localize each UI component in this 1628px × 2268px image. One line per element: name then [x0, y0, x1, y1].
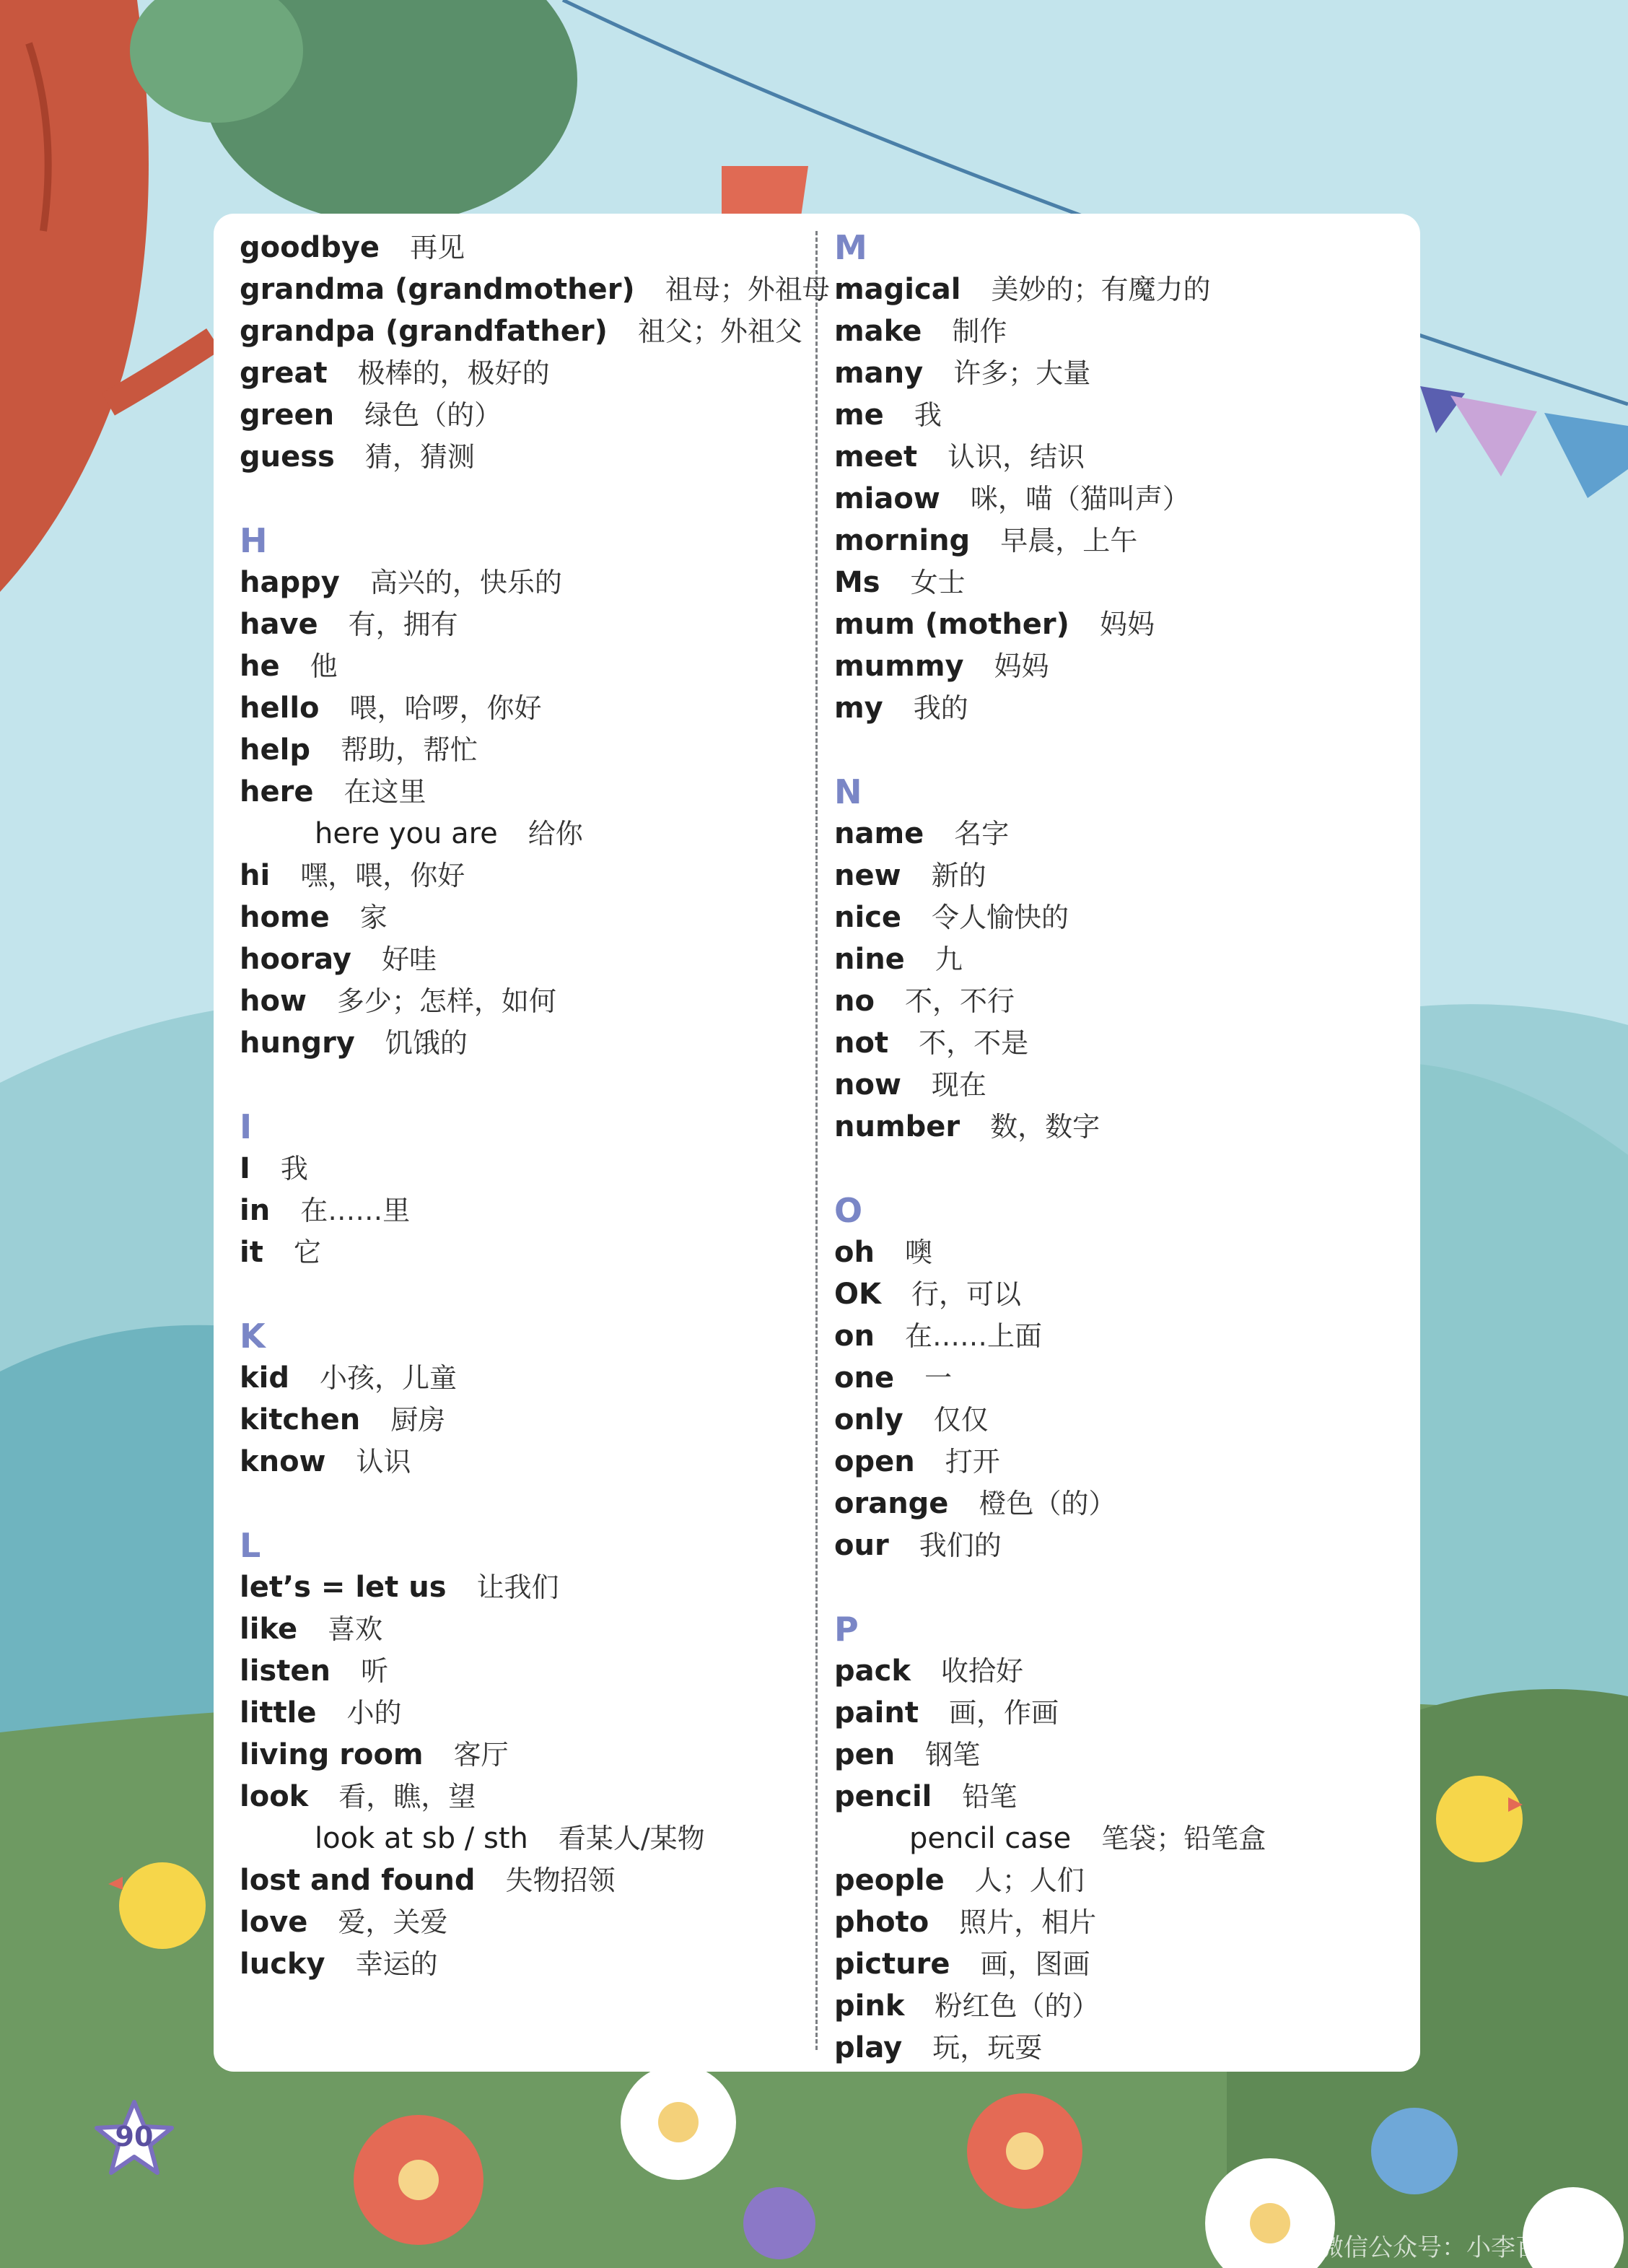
vocab-meaning: 厨房: [390, 1404, 446, 1436]
vocab-entry: [240, 1859, 810, 1901]
vocab-meaning: 祖父；外祖父: [637, 315, 802, 347]
vocab-entry: [240, 1148, 810, 1190]
vocab-entry: [240, 1231, 810, 1273]
vocab-meaning: 再见: [410, 232, 465, 263]
vocab-entry: [834, 2027, 1404, 2069]
vocab-meaning: 不，不是: [919, 1027, 1029, 1059]
vocab-entry: [834, 1231, 1404, 1273]
vocab-entry: [834, 1483, 1404, 1525]
vocab-meaning: 喂，哈啰，你好: [349, 692, 542, 724]
vocab-entry: [240, 938, 810, 980]
vocab-entry: [240, 729, 810, 771]
vocab-meaning: 钢笔: [925, 1739, 981, 1771]
vocab-entry: [240, 1566, 810, 1608]
vocab-entry: [240, 855, 810, 897]
vocab-word: magical: [834, 273, 961, 306]
vocab-entry: [834, 1357, 1404, 1399]
vocab-meaning: 玩，玩耍: [932, 2032, 1043, 2064]
vocab-word: no: [834, 985, 875, 1018]
vocab-meaning: 小的: [346, 1697, 402, 1729]
vocab-entry: [834, 1734, 1404, 1776]
section-letter: I: [240, 1107, 253, 1146]
vocab-word: lucky: [240, 1948, 325, 1981]
vocab-meaning: 制作: [952, 315, 1007, 347]
vocab-word: grandma (grandmother): [240, 273, 635, 306]
section-letter: M: [834, 228, 867, 267]
letter-group: [240, 1315, 810, 1483]
vocab-meaning: 让我们: [476, 1571, 559, 1603]
vocabulary-card: [214, 214, 1420, 2072]
section-letter: N: [834, 772, 862, 811]
vocab-entry: [240, 1022, 810, 1064]
vocab-word: oh: [834, 1236, 875, 1269]
vocab-entry: [240, 1608, 810, 1650]
vocab-entry: [834, 1399, 1404, 1441]
letter-group: [834, 1190, 1404, 1566]
vocab-word: miaow: [834, 482, 940, 515]
vocab-word: me: [834, 398, 884, 432]
vocab-meaning: 人；人们: [974, 1864, 1085, 1896]
right-column: [834, 227, 1404, 2111]
vocab-entry: [240, 645, 810, 687]
vocab-entry: [834, 1650, 1404, 1692]
vocab-word: nice: [834, 901, 902, 934]
vocab-meaning: 它: [293, 1237, 321, 1268]
vocab-word: little: [240, 1696, 317, 1730]
vocab-meaning: 听: [360, 1655, 388, 1687]
vocab-meaning: 照片，相片: [959, 1906, 1097, 1938]
vocab-entry: [834, 478, 1404, 520]
vocab-meaning: 认识: [356, 1446, 411, 1478]
vocab-meaning: 爱，关爱: [338, 1906, 448, 1938]
vocab-entry: [834, 1022, 1404, 1064]
vocab-meaning: 粉红色（的）: [935, 1990, 1100, 2022]
vocab-meaning: 许多；大量: [953, 357, 1091, 389]
vocab-entry: [240, 269, 830, 310]
vocab-meaning: 喜欢: [328, 1613, 383, 1645]
vocab-meaning: 失物招领: [505, 1864, 616, 1896]
vocab-word: Ms: [834, 566, 880, 599]
vocab-word: play: [834, 2031, 903, 2064]
vocab-word: mummy: [834, 650, 964, 683]
vocab-word: like: [240, 1613, 298, 1646]
vocab-entry: [240, 603, 810, 645]
vocab-meaning: 高兴的，快乐的: [369, 567, 562, 598]
vocab-entry: [240, 562, 810, 603]
vocab-word: not: [834, 1026, 889, 1060]
vocab-meaning: 不，不行: [904, 985, 1015, 1017]
section-letter: K: [240, 1317, 266, 1356]
vocab-meaning: 小孩，儿童: [319, 1362, 457, 1394]
vocab-meaning: 妈妈: [994, 650, 1049, 682]
vocab-meaning: 嘿，喂，你好: [300, 860, 465, 891]
vocab-word: now: [834, 1068, 901, 1102]
vocab-word: grandpa (grandfather): [240, 315, 608, 348]
letter-group: [834, 1608, 1404, 2069]
vocab-entry: [834, 310, 1404, 352]
vocab-entry: [834, 436, 1404, 478]
vocab-meaning: 他: [310, 650, 338, 682]
vocab-entry: [240, 394, 810, 436]
vocab-entry: [240, 1357, 810, 1399]
page-number-badge: [94, 2099, 175, 2177]
vocab-entry: [834, 1064, 1404, 1106]
letter-group: [240, 520, 810, 1064]
vocab-meaning: 好哇: [382, 943, 437, 975]
letter-group: [240, 1525, 810, 1985]
vocab-word: hungry: [240, 1026, 355, 1060]
vocab-word: people: [834, 1864, 945, 1897]
vocab-word: open: [834, 1445, 915, 1478]
vocab-entry: [834, 562, 1404, 603]
vocab-word: hi: [240, 859, 271, 892]
vocab-meaning: 饥饿的: [385, 1027, 468, 1059]
vocab-entry: [240, 436, 810, 478]
vocab-entry: [834, 394, 1404, 436]
vocab-word: look at sb / sth: [315, 1822, 528, 1855]
vocab-word: living room: [240, 1738, 424, 1771]
vocab-meaning: 打开: [945, 1446, 1000, 1478]
vocab-word: great: [240, 357, 328, 390]
section-letter: H: [240, 521, 268, 560]
vocab-entry: [834, 1273, 1404, 1315]
vocab-word: listen: [240, 1654, 331, 1688]
vocab-word: hello: [240, 692, 320, 725]
vocab-entry: [240, 771, 810, 813]
vocab-word: picture: [834, 1948, 950, 1981]
vocab-entry: [240, 897, 810, 938]
vocab-entry: [834, 813, 1404, 855]
vocab-meaning: 猜，猜测: [364, 441, 475, 473]
vocab-word: pencil case: [909, 1822, 1072, 1855]
vocab-entry: [834, 269, 1404, 310]
vocab-word: my: [834, 692, 883, 725]
vocab-word: how: [240, 985, 307, 1018]
vocab-meaning: 我们的: [919, 1530, 1002, 1561]
vocab-word: orange: [834, 1487, 949, 1520]
letter-group: [240, 1106, 810, 1273]
vocab-entry: [240, 1399, 810, 1441]
vocab-word: look: [240, 1780, 309, 1813]
vocab-entry: [834, 1859, 1404, 1901]
letter-group: [240, 227, 830, 478]
vocab-word: photo: [834, 1906, 929, 1939]
vocab-entry: [834, 1525, 1404, 1566]
vocab-meaning: 在……里: [300, 1195, 411, 1226]
vocab-meaning: 有，拥有: [348, 609, 458, 640]
vocab-meaning: 橙色（的）: [979, 1488, 1116, 1519]
vocab-word: new: [834, 859, 901, 892]
vocab-entry: [240, 1190, 810, 1231]
vocab-word: pen: [834, 1738, 896, 1771]
vocab-meaning: 名字: [954, 818, 1010, 850]
vocab-entry: [240, 1901, 810, 1943]
vocab-word: let’s = let us: [240, 1571, 447, 1604]
vocab-meaning: 铅笔: [962, 1781, 1017, 1813]
vocab-word: here you are: [315, 817, 498, 850]
vocab-word: OK: [834, 1278, 881, 1311]
vocab-meaning: 一: [924, 1362, 953, 1394]
vocab-meaning: 家: [359, 902, 388, 933]
vocab-word: it: [240, 1236, 263, 1269]
vocab-entry: [240, 227, 810, 269]
vocab-word: morning: [834, 524, 971, 557]
vocab-word: only: [834, 1403, 903, 1436]
vocab-entry: [834, 520, 1404, 562]
vocab-entry: [834, 603, 1404, 645]
vocab-entry: [834, 1315, 1404, 1357]
vocab-word: mum (mother): [834, 608, 1069, 641]
vocab-meaning: 数，数字: [990, 1111, 1100, 1143]
vocab-word: happy: [240, 566, 340, 599]
vocab-meaning: 女士: [910, 567, 966, 598]
vocab-word: home: [240, 901, 330, 934]
vocab-entry: [834, 352, 1404, 394]
vocab-word: hooray: [240, 943, 351, 976]
vocab-meaning: 九: [935, 943, 963, 975]
vocab-entry: [834, 1901, 1404, 1943]
vocab-word: pink: [834, 1989, 905, 2023]
vocab-meaning: 幸运的: [355, 1948, 438, 1980]
vocab-word: pencil: [834, 1780, 932, 1813]
column-divider: [815, 231, 818, 2050]
vocab-word: kid: [240, 1361, 289, 1395]
vocab-entry: [834, 1776, 1404, 1818]
vocab-meaning: 极棒的，极好的: [357, 357, 550, 389]
vocab-entry: [834, 938, 1404, 980]
left-column: [240, 227, 830, 2027]
vocab-entry: [240, 1943, 810, 1985]
vocab-entry: [834, 897, 1404, 938]
vocab-entry: [240, 1818, 810, 1859]
vocab-entry: [240, 813, 810, 855]
vocab-word: nine: [834, 943, 905, 976]
vocab-entry: [834, 645, 1404, 687]
vocab-word: name: [834, 817, 924, 850]
vocab-word: love: [240, 1906, 308, 1939]
vocab-entry: [240, 980, 810, 1022]
vocab-meaning: 画，图画: [980, 1948, 1090, 1980]
vocab-word: our: [834, 1529, 889, 1562]
vocab-meaning: 我: [280, 1153, 308, 1185]
vocab-entry: [240, 1441, 810, 1483]
vocab-word: guess: [240, 440, 335, 474]
vocab-meaning: 噢: [904, 1237, 932, 1268]
vocab-entry: [834, 1441, 1404, 1483]
vocab-word: lost and found: [240, 1864, 476, 1897]
vocab-meaning: 妈妈: [1099, 609, 1155, 640]
vocab-entry: [834, 1692, 1404, 1734]
vocab-word: many: [834, 357, 924, 390]
vocab-word: on: [834, 1320, 875, 1353]
vocab-entry: [240, 1692, 810, 1734]
letter-group: [834, 771, 1404, 1148]
vocab-meaning: 看某人/某物: [558, 1823, 705, 1854]
vocab-meaning: 多少；怎样，如何: [336, 985, 556, 1017]
vocab-meaning: 美妙的；有魔力的: [991, 274, 1211, 305]
vocab-meaning: 早晨，上午: [1000, 525, 1138, 557]
vocab-meaning: 绿色（的）: [364, 399, 502, 431]
vocab-meaning: 认识，结识: [948, 441, 1085, 473]
vocab-meaning: 看，瞧，望: [338, 1781, 476, 1813]
vocab-entry: [834, 855, 1404, 897]
vocab-word: number: [834, 1110, 960, 1143]
vocab-word: paint: [834, 1696, 919, 1730]
vocab-meaning: 在这里: [343, 776, 426, 808]
vocab-word: here: [240, 775, 314, 808]
vocab-entry: [834, 1985, 1404, 2027]
vocab-word: make: [834, 315, 922, 348]
vocab-word: kitchen: [240, 1403, 361, 1436]
vocab-word: in: [240, 1194, 271, 1227]
vocab-entry: [834, 1943, 1404, 1985]
vocab-word: one: [834, 1361, 895, 1395]
vocab-entry: [834, 687, 1404, 729]
vocab-meaning: 我的: [913, 692, 968, 724]
vocab-word: goodbye: [240, 231, 380, 264]
vocab-word: I: [240, 1152, 250, 1185]
watermark: 微信公众号：小李百科: [1319, 2233, 1564, 2262]
vocab-word: pack: [834, 1654, 911, 1688]
vocab-entry: [240, 1776, 810, 1818]
section-letter: P: [834, 1610, 859, 1649]
section-letter: L: [240, 1526, 261, 1565]
vocab-meaning: 仅仅: [933, 1404, 989, 1436]
vocab-meaning: 笔袋；铅笔盒: [1101, 1823, 1266, 1854]
vocab-meaning: 我: [914, 399, 942, 431]
vocab-word: meet: [834, 440, 918, 474]
vocab-entry: [240, 1650, 810, 1692]
vocab-word: green: [240, 398, 335, 432]
vocab-meaning: 收拾好: [940, 1655, 1023, 1687]
vocab-entry: [834, 980, 1404, 1022]
vocab-entry: [834, 1818, 1404, 1859]
vocab-meaning: 帮助，帮忙: [340, 734, 478, 766]
vocab-word: know: [240, 1445, 326, 1478]
vocab-entry: [240, 687, 810, 729]
vocab-word: he: [240, 650, 280, 683]
section-letter: O: [834, 1191, 863, 1230]
vocab-meaning: 咪，喵（猫叫声）: [970, 483, 1190, 515]
vocab-meaning: 令人愉快的: [932, 902, 1069, 933]
vocab-meaning: 新的: [931, 860, 986, 891]
vocab-meaning: 给你: [528, 818, 583, 850]
vocab-entry: [240, 310, 810, 352]
vocab-word: help: [240, 733, 310, 767]
vocab-entry: [834, 1106, 1404, 1148]
vocab-meaning: 现在: [931, 1069, 986, 1101]
vocab-entry: [240, 1734, 810, 1776]
vocab-word: have: [240, 608, 318, 641]
vocab-meaning: 画，作画: [948, 1697, 1059, 1729]
vocab-entry: [240, 352, 810, 394]
vocab-meaning: 行，可以: [911, 1278, 1022, 1310]
page-number: 90: [115, 2121, 154, 2153]
letter-group: [834, 227, 1404, 729]
vocab-meaning: 祖母；外祖母: [665, 274, 830, 305]
vocab-meaning: 客厅: [453, 1739, 509, 1771]
vocab-meaning: 在……上面: [904, 1320, 1042, 1352]
